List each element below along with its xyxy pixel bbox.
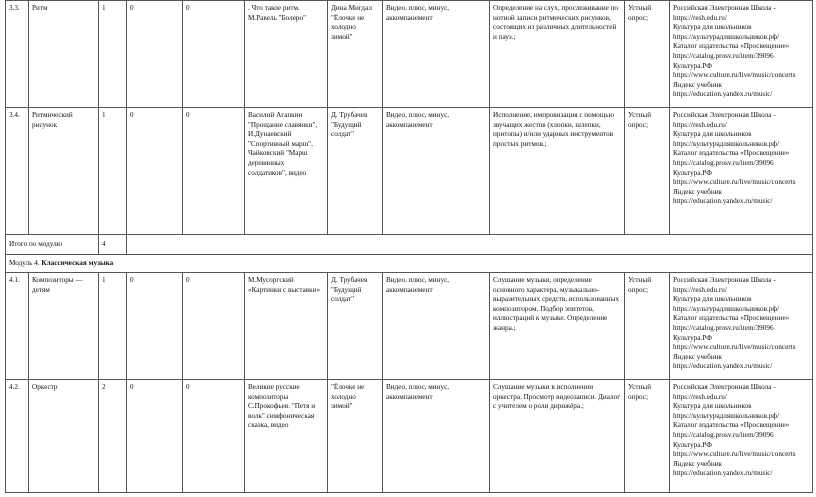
resource-link[interactable]: https://www.culture.ru/live/music/concerts [673,343,796,352]
resource-line: Российская Электронная Школа - [673,111,776,119]
lesson-assessment: Устный опрос; [625,380,670,493]
lesson-number: 4.1. [6,273,29,380]
lesson-number: 4.2. [6,380,29,493]
resource-line: Культура для школьников [673,130,752,139]
resource-line: Культура.РФ [673,61,712,70]
resource-link[interactable]: https://resh.edu.ru/ [673,285,727,294]
resource-line: Культура.РФ [673,333,712,342]
lesson-forms: Видео, плюс, минус, аккомпанемент [383,380,490,493]
lesson-control-hours: 0 [127,108,183,235]
module-total-row [6,235,813,255]
resource-line: Российская Электронная Школа - [673,276,776,284]
lesson-activity: Исполнение, импровизация с помощью звучащих жестов (хлопки, шлепки, притопы) и/или ударных инструментов простых ритмов.; [490,108,625,235]
module-number: Модуль 4. [9,258,40,267]
lesson-control-hours: 0 [127,1,183,108]
resource-line: Каталог издательства «Просвещение» [673,421,790,430]
lesson-activity: Слушание музыки, определение основного характера, музыкально-выразительных средств, использованных композитором. Подбор эпитетов, иллюстраций к музыке. Определение жанра.; [490,273,625,380]
resource-line: Яндекс учебник [673,80,723,89]
lesson-activity: Определение на слух, прослеживание по нотной записи ритмических рисунков, состоящих из различных длительностей и пауз.; [490,1,625,108]
resource-line: Яндекс учебник [673,352,723,361]
resource-link[interactable]: https://resh.edu.ru/ [673,120,727,129]
lesson-repertoire-sing: Дина Мигдал "Ёлочке не холодно зимой" [328,1,383,108]
module-total-empty [127,235,813,255]
lesson-repertoire-sing: Д. Трубачев "Будущий солдат" [328,273,383,380]
lesson-practice-hours: 0 [183,1,245,108]
resource-line: Культура для школьников [673,23,752,32]
lesson-practice-hours: 0 [183,273,245,380]
table-row [6,380,813,493]
lesson-repertoire-listen: . Что такое ритм. М.Равель "Болеро" [245,1,328,108]
lesson-title: Ритм [29,1,99,108]
resource-link[interactable]: https://www.culture.ru/live/music/concerts [673,71,796,80]
lesson-assessment: Устный опрос; [625,108,670,235]
lesson-number: 3.4. [6,108,29,235]
lesson-forms: Видео, плюс, минус, аккомпанемент [383,273,490,380]
module-total-label: Итого по модулю [6,235,99,255]
resource-line: Культура.РФ [673,440,712,449]
resource-link[interactable]: https://catalog.prosv.ru/item/39096 [673,158,774,167]
lesson-title: Композиторы — детям [29,273,99,380]
resource-link[interactable]: https://www.culture.ru/live/music/concerts [673,178,796,187]
resource-line: Каталог издательства «Просвещение» [673,42,790,51]
resource-link[interactable]: https://education.yandex.ru/music/ [673,90,773,99]
lesson-repertoire-listen: М.Мусоргский «Картинки с выставки» [245,273,328,380]
resource-link[interactable]: https://education.yandex.ru/music/ [673,469,773,478]
lesson-hours: 1 [99,1,127,108]
lesson-hours: 2 [99,380,127,493]
lesson-repertoire-listen: Великие русские композиторы С.Прокофьев. "Петя и волк" симфоническая сказка, видео [245,380,328,493]
lesson-assessment: Устный опрос; [625,1,670,108]
resource-link[interactable]: https://культурадляшкольников.рф/ [673,304,780,313]
lesson-title: Оркестр [29,380,99,493]
lesson-hours: 1 [99,108,127,235]
module-header [6,255,813,273]
resource-line: Яндекс учебник [673,187,723,196]
table-row [6,108,813,235]
table-row [6,1,813,108]
lesson-forms: Видео, плюс, минус, аккомпанемент [383,108,490,235]
lesson-control-hours: 0 [127,273,183,380]
resource-link[interactable]: https://resh.edu.ru/ [673,13,727,22]
resource-link[interactable]: https://www.culture.ru/live/music/concerts [673,450,796,459]
module-title: Классическая музыка [41,258,114,267]
resource-line: Яндекс учебник [673,459,723,468]
lesson-repertoire-listen: Василий Агапкин "Прощание славянки", И.Дунаевский "Спортивный марш", Чайковский "Марш деревянных солдатиков", видео [245,108,328,235]
lesson-practice-hours: 0 [183,380,245,493]
resource-link[interactable]: https://catalog.prosv.ru/item/39096 [673,430,774,439]
resource-line: Каталог издательства «Просвещение» [673,149,790,158]
resource-line: Культура для школьников [673,402,752,411]
resource-line: Каталог издательства «Просвещение» [673,314,790,323]
resource-link[interactable]: https://catalog.prosv.ru/item/39096 [673,323,774,332]
lesson-resources [670,108,813,235]
resource-link[interactable]: https://catalog.prosv.ru/item/39096 [673,51,774,60]
lesson-repertoire-sing: Д. Трубачев "Будущий солдат" [328,108,383,235]
lesson-control-hours: 0 [127,380,183,493]
resource-link[interactable]: https://культурадляшкольников.рф/ [673,32,780,41]
resource-line: Российская Электронная Школа - [673,383,776,391]
resource-link[interactable]: https://культурадляшкольников.рф/ [673,139,780,148]
resource-line: Российская Электронная Школа - [673,4,776,12]
lesson-forms: Видео, плюс, минус, аккомпанемент [383,1,490,108]
module-header-row [6,255,813,273]
table-row [6,273,813,380]
resource-link[interactable]: https://культурадляшкольников.рф/ [673,411,780,420]
resource-link[interactable]: https://education.yandex.ru/music/ [673,197,773,206]
lesson-repertoire-sing: "Ёлочке не холодно зимой" [328,380,383,493]
resource-line: Культура.РФ [673,168,712,177]
lesson-activity: Слушание музыки в исполнении оркестра. Просмотр видеозаписи. Диалог с учителем о роли дирижёра.; [490,380,625,493]
module-total-hours: 4 [99,235,127,255]
lesson-title: Ритмический рисунок [29,108,99,235]
lesson-resources [670,380,813,493]
lesson-assessment: Устный опрос; [625,273,670,380]
lesson-resources [670,1,813,108]
resource-link[interactable]: https://resh.edu.ru/ [673,392,727,401]
lesson-number: 3.3. [6,1,29,108]
lesson-resources [670,273,813,380]
resource-link[interactable]: https://education.yandex.ru/music/ [673,362,773,371]
resource-line: Культура для школьников [673,295,752,304]
lesson-practice-hours: 0 [183,108,245,235]
lesson-hours: 1 [99,273,127,380]
curriculum-table [5,0,813,493]
